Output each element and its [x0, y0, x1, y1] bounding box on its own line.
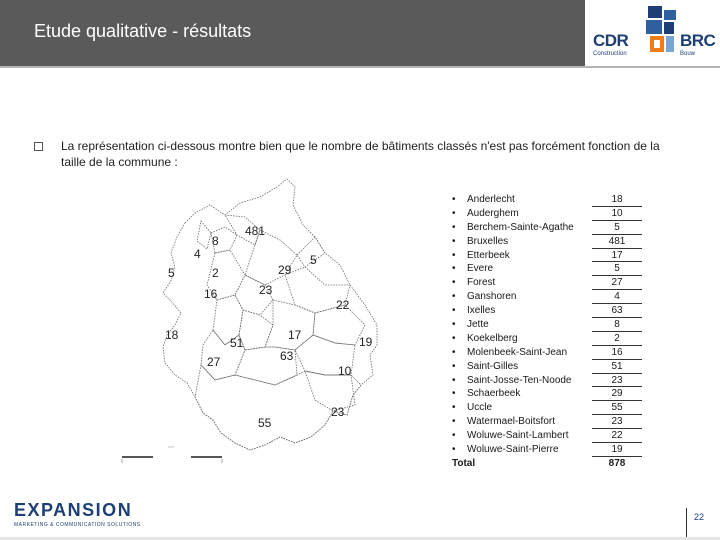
map-label-anderlecht: 18	[165, 328, 179, 342]
commune-name: Watermael-Boitsfort	[467, 416, 555, 428]
bullet-icon: •	[452, 249, 456, 261]
map-label-saint-gilles: 51	[230, 336, 244, 350]
page-number: 22	[694, 512, 705, 522]
table-row	[452, 290, 642, 304]
map-label-berchem: 5	[168, 266, 175, 280]
table-row	[452, 387, 642, 401]
table-row	[452, 276, 642, 290]
table-row	[452, 374, 642, 388]
table-row	[452, 193, 642, 207]
intro-paragraph: La représentation ci-dessous montre bien que le nombre de bâtiments classés n'est pas forcément fonction de la taille de la commune :	[61, 139, 660, 169]
bullet-icon: •	[452, 430, 456, 442]
map-label-ganshoren: 4	[194, 247, 201, 261]
map-label-saint-josse: 23	[259, 283, 273, 297]
table-row	[452, 332, 642, 346]
bullet-icon: •	[452, 207, 456, 219]
map-label-ixelles: 63	[280, 349, 294, 363]
bullet-icon: •	[452, 346, 456, 358]
header-divider	[0, 66, 720, 68]
brc-logo-text: BRC	[680, 31, 716, 50]
map-label-molenbeek: 16	[204, 287, 218, 301]
brussels-map-svg	[115, 175, 385, 470]
commune-name: Uccle	[467, 402, 493, 414]
commune-name: Berchem-Sainte-Agathe	[467, 221, 574, 233]
bullet-icon: •	[452, 444, 456, 456]
bullet-icon: •	[452, 291, 456, 303]
bullet-icon: •	[452, 319, 456, 331]
expansion-logo	[14, 500, 164, 530]
map-label-forest: 27	[207, 355, 221, 369]
commune-count: 16	[592, 346, 642, 360]
table-row	[452, 415, 642, 429]
cdr-logo-text: CDR	[593, 31, 629, 50]
cdr-logo-subtitle: Construction	[593, 51, 627, 57]
header-bar	[0, 0, 585, 66]
commune-name: Auderghem	[467, 207, 519, 219]
checkbox-bullet-icon	[34, 142, 43, 151]
bullet-icon: •	[452, 221, 456, 233]
commune-count: 4	[592, 290, 642, 304]
cdr-brc-logo	[588, 4, 718, 66]
commune-count: 17	[592, 249, 642, 263]
commune-name: Ixelles	[467, 305, 496, 317]
bullet-icon: •	[452, 360, 456, 372]
communes-table	[452, 193, 642, 471]
commune-count: 5	[592, 221, 642, 235]
total-value: 878	[608, 457, 626, 469]
total-label: Total	[452, 457, 476, 469]
page-title: Etude qualitative - résultats	[34, 21, 252, 41]
table-row	[452, 360, 642, 374]
table-total-row	[452, 457, 642, 471]
commune-name: Molenbeek-Saint-Jean	[467, 346, 568, 358]
commune-name: Woluwe-Saint-Lambert	[467, 430, 569, 442]
table-row	[452, 262, 642, 276]
brc-logo-subtitle: Bouw	[680, 51, 696, 57]
commune-count: 22	[592, 429, 642, 443]
commune-count: 63	[592, 304, 642, 318]
commune-name: Anderlecht	[467, 194, 515, 205]
table-row	[452, 221, 642, 235]
commune-count: 51	[592, 360, 642, 374]
map-label-woluwe-saint-lambert: 22	[336, 298, 350, 312]
bullet-icon: •	[452, 374, 456, 386]
commune-count: 2	[592, 332, 642, 346]
commune-count: 19	[592, 443, 642, 457]
commune-name: Etterbeek	[467, 249, 510, 261]
commune-name: Schaerbeek	[467, 388, 521, 400]
bullet-icon: •	[452, 263, 456, 275]
map-label-koekelberg: 2	[212, 266, 219, 280]
bullet-icon: •	[452, 416, 456, 428]
commune-name: Woluwe-Saint-Pierre	[467, 444, 559, 456]
map-label-uccle: 55	[258, 416, 272, 430]
bullet-icon: •	[452, 305, 456, 317]
commune-count: 18	[592, 193, 642, 207]
map-label-auderghem: 10	[338, 364, 352, 378]
table-row	[452, 429, 642, 443]
map-label-bruxelles: 481	[245, 224, 266, 238]
table-row	[452, 249, 642, 263]
table-row	[452, 304, 642, 318]
table-row	[452, 443, 642, 457]
commune-count: 10	[592, 207, 642, 221]
commune-name: Saint-Josse-Ten-Noode	[467, 374, 572, 386]
expansion-logo-tagline: MARKETING & COMMUNICATION SOLUTIONS	[14, 522, 141, 528]
bullet-icon: •	[452, 277, 456, 289]
table-row	[452, 207, 642, 221]
map-label-evere: 5	[310, 253, 317, 267]
commune-name: Evere	[467, 263, 494, 275]
map-label-schaerbeek: 29	[278, 263, 292, 277]
commune-name: Koekelberg	[467, 332, 518, 344]
table-row	[452, 401, 642, 415]
map-label-jette: 8	[212, 234, 219, 248]
table-row	[452, 235, 642, 249]
page-number-divider	[686, 508, 687, 538]
commune-name: Jette	[467, 319, 489, 331]
bullet-icon: •	[452, 388, 456, 400]
expansion-logo-text: EXPANSION	[14, 500, 133, 520]
bullet-icon: •	[452, 194, 456, 205]
bullet-icon: •	[452, 402, 456, 414]
map-label-woluwe-saint-pierre: 19	[359, 335, 373, 349]
commune-name: Saint-Gilles	[467, 360, 519, 372]
map-label-etterbeek: 17	[288, 328, 302, 342]
commune-count: 55	[592, 401, 642, 415]
commune-count: 27	[592, 276, 642, 290]
commune-count: 5	[592, 262, 642, 276]
map-scale-bar	[122, 447, 222, 463]
bullet-icon: •	[452, 235, 456, 247]
commune-count: 23	[592, 374, 642, 388]
commune-name: Bruxelles	[467, 235, 509, 247]
map-label-watermael-boitsfort: 23	[331, 405, 345, 419]
bullet-icon: •	[452, 332, 456, 344]
commune-name: Forest	[467, 277, 496, 289]
commune-count: 23	[592, 415, 642, 429]
commune-count: 8	[592, 318, 642, 332]
commune-name: Ganshoren	[467, 291, 517, 303]
brussels-map	[115, 175, 385, 470]
table-row	[452, 318, 642, 332]
table-row	[452, 346, 642, 360]
commune-count: 481	[592, 235, 642, 249]
commune-count: 29	[592, 387, 642, 401]
